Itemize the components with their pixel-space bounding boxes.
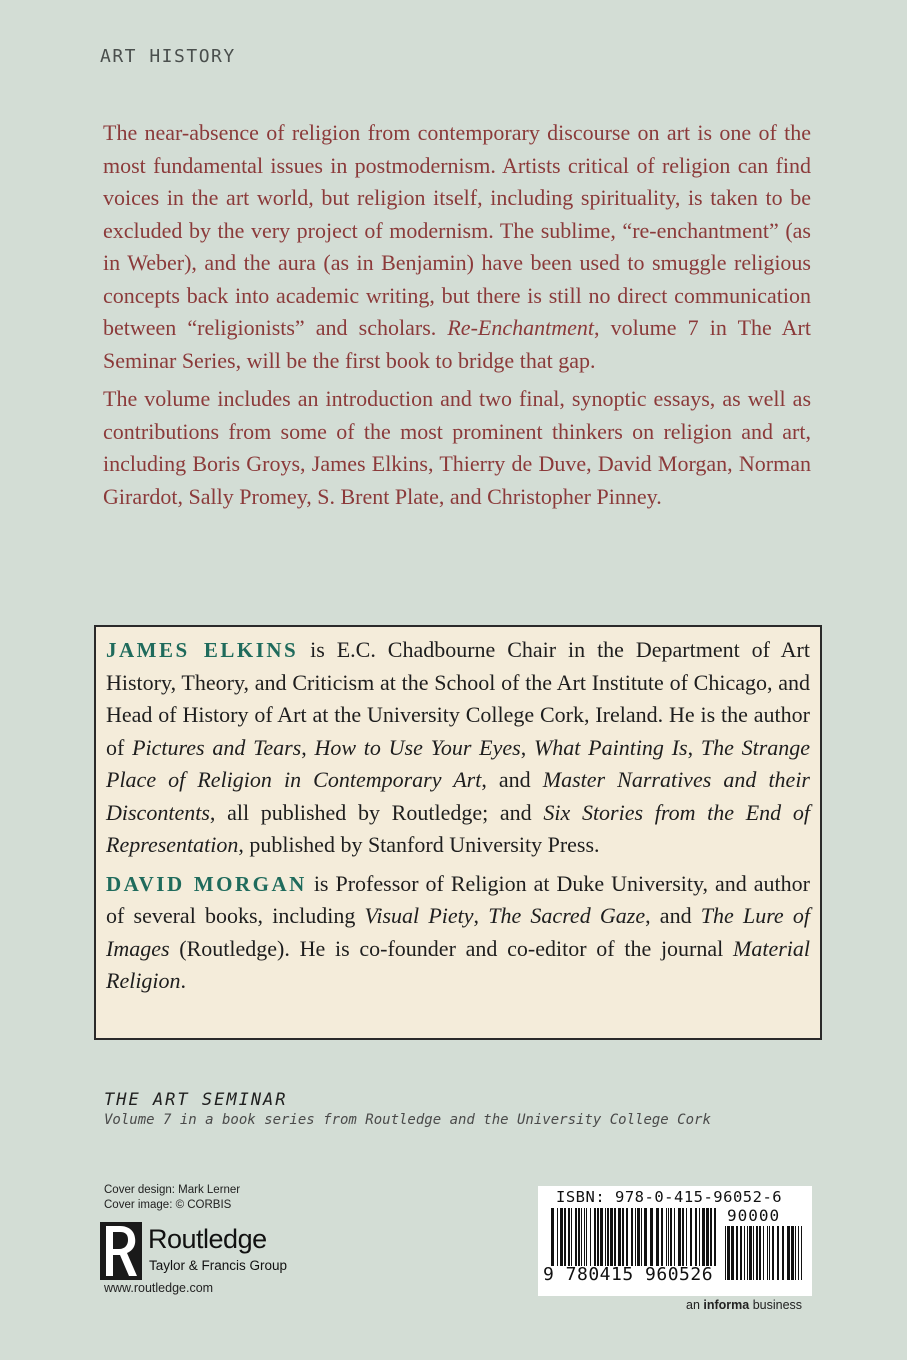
italic-title: Material Religion <box>106 935 810 993</box>
series-title: THE ART SEMINAR <box>104 1090 288 1110</box>
barcode-addon-bars <box>724 1226 804 1280</box>
barcode-bar <box>725 1226 726 1280</box>
text-run: , and <box>645 903 701 928</box>
italic-title: Six Stories from the End of Representation <box>106 799 810 857</box>
barcode-number: 9 780415 960526 <box>543 1264 714 1285</box>
barcode-bar <box>586 1208 587 1266</box>
barcode-bar <box>740 1226 742 1280</box>
barcode-bar <box>674 1208 675 1266</box>
barcode-bar <box>666 1208 667 1266</box>
barcode-bar <box>581 1208 582 1266</box>
barcode-bar <box>607 1208 609 1266</box>
text-run: (Routledge). He is co-founder and co-editor of the journal <box>169 935 733 961</box>
barcode-bar <box>635 1208 636 1266</box>
barcode-bar <box>605 1208 606 1266</box>
barcode-bar <box>753 1226 754 1280</box>
barcode-bar <box>568 1208 570 1266</box>
barcode-bar <box>686 1208 687 1266</box>
barcode-bar <box>551 1208 554 1266</box>
barcode-bar <box>597 1208 599 1266</box>
barcode-bar <box>626 1208 628 1266</box>
barcode-bar <box>787 1226 790 1280</box>
barcode-bar <box>798 1226 799 1280</box>
text-run: . <box>180 968 187 993</box>
isbn-text: ISBN: 978-0-415-96052-6 <box>556 1188 783 1206</box>
barcode-bar <box>610 1208 613 1266</box>
barcode-bar <box>769 1226 770 1280</box>
barcode-bar <box>714 1208 716 1266</box>
text-run: The near-absence of religion from contemporary discourse on art is one of the most fundamental issues in postmodernism. Artists critical of religion can find voices in the art world, but religion itself, including spirituality, is taken to be excluded by the very project of modernism. The sublime, “re-enchantment” (as in Weber), and the aura (as in Benjamin) have been used to smuggle religious concepts back into academic writing, but there is still no direct communication between “religionists” and scholars. <box>103 120 811 340</box>
barcode-bar <box>731 1226 734 1280</box>
text-run: , <box>687 734 701 760</box>
blurb-paragraph-1 <box>103 117 811 377</box>
barcode-bar <box>763 1226 764 1280</box>
barcode-bar <box>590 1208 591 1266</box>
author-name: DAVID MORGAN <box>106 871 307 896</box>
barcode-bar <box>767 1226 768 1280</box>
italic-title: Re-Enchantment <box>447 315 594 340</box>
barcode-bar <box>641 1208 642 1266</box>
barcode-bar <box>727 1226 730 1280</box>
barcode-bar <box>614 1208 616 1266</box>
tagline-informa: informa <box>703 1298 750 1312</box>
barcode-bar <box>668 1208 669 1266</box>
barcode-bar <box>661 1208 663 1266</box>
barcode-bar <box>749 1226 752 1280</box>
barcode-bar <box>644 1208 647 1266</box>
tagline-pre: an <box>686 1298 704 1312</box>
barcode-bar <box>650 1208 653 1266</box>
barcode-bar <box>600 1208 603 1266</box>
barcode-bar <box>736 1226 738 1280</box>
barcode-bar <box>594 1208 596 1266</box>
italic-title: The Lure of Images <box>106 903 811 961</box>
barcode-bar <box>622 1208 624 1266</box>
barcode-bar <box>656 1208 659 1266</box>
barcode-bar <box>560 1208 563 1266</box>
barcode-bar <box>772 1226 774 1280</box>
text-run: , <box>473 903 489 928</box>
barcode-bar <box>578 1208 580 1266</box>
author-name: JAMES ELKINS <box>106 638 299 662</box>
barcode-bar <box>801 1226 802 1280</box>
barcode-bar <box>670 1208 672 1266</box>
italic-title: The Strange Place of Religion in Contemporary Art <box>106 734 811 792</box>
barcode-bar <box>575 1208 577 1266</box>
tagline-post: business <box>749 1298 803 1312</box>
routledge-logo-icon <box>100 1222 142 1280</box>
barcode-bar <box>702 1208 705 1266</box>
barcode-bar <box>690 1208 692 1266</box>
text-run: , volume 7 in The Art Seminar Series, will be the first book to bridge that gap. <box>103 315 811 373</box>
informa-tagline <box>686 1298 802 1312</box>
barcode-bar <box>631 1208 633 1266</box>
author-bio-box <box>94 625 822 1040</box>
italic-title: What Painting Is <box>533 734 688 760</box>
barcode-bar <box>695 1208 697 1266</box>
barcode-bar <box>706 1208 709 1266</box>
barcode-bar <box>682 1208 684 1266</box>
text-run: , published by Stanford University Press. <box>238 832 600 857</box>
barcode-bar <box>777 1226 779 1280</box>
barcode-bar <box>678 1208 681 1266</box>
barcode-bar <box>618 1208 621 1266</box>
series-subtitle: Volume 7 in a book series from Routledge and the University College Cork <box>104 1112 711 1128</box>
barcode-bar <box>584 1208 585 1266</box>
barcode-bar <box>747 1226 748 1280</box>
blurb-paragraph-2 <box>103 383 811 513</box>
barcode-bar <box>637 1208 640 1266</box>
publisher-website: www.routledge.com <box>104 1281 214 1295</box>
text-run: , all published by Routledge; and <box>209 799 544 825</box>
italic-title: How to Use Your Eyes <box>314 734 521 760</box>
book-blurb <box>103 117 811 519</box>
barcode-bar <box>782 1226 784 1280</box>
price-code: 90000 <box>727 1206 781 1225</box>
italic-title: Master Narratives and their Discontents <box>106 767 810 825</box>
cover-image-credit: Cover image: © CORBIS <box>104 1199 232 1211</box>
barcode-bar <box>744 1226 745 1280</box>
publisher-name: Routledge <box>148 1224 267 1254</box>
text-run: is E.C. Chadbourne Chair in the Department of Art History, Theory, and Criticism at the School of the Art Institute of Chicago, and Head of History of Art at the University College Cork, Ireland. He is the author of <box>106 637 810 760</box>
italic-title: The Sacred Gaze <box>488 903 646 928</box>
barcode-bar <box>564 1208 566 1266</box>
barcode-bar <box>557 1208 558 1266</box>
barcode-main-bars <box>550 1208 718 1266</box>
publisher-logo <box>100 1222 320 1282</box>
barcode-bar <box>571 1208 572 1266</box>
text-run: , and <box>481 767 543 792</box>
italic-title: Pictures and Tears <box>132 734 302 760</box>
barcode-bar <box>699 1208 700 1266</box>
barcode-bar <box>756 1226 758 1280</box>
text-run: , <box>301 734 315 760</box>
italic-title: Visual Piety <box>364 903 474 928</box>
bio-david-morgan <box>106 868 810 998</box>
publisher-group: Taylor & Francis Group <box>149 1258 288 1273</box>
isbn-barcode <box>538 1186 812 1296</box>
barcode-bar <box>759 1226 761 1280</box>
text-run: The volume includes an introduction and two final, synoptic essays, as well as contributions from some of the most prominent thinkers on religion and art, including Boris Groys, James Elkins, Thierry de Duve, David Morgan, Norman Girardot, Sally Promey, S. Brent Plate, and Christopher Pinney. <box>103 386 811 509</box>
category-label: ART HISTORY <box>100 46 236 67</box>
text-run: is Professor of Religion at Duke University, and author of several books, including <box>106 870 810 928</box>
cover-design-credit: Cover design: Mark Lerner <box>104 1184 241 1196</box>
bio-james-elkins <box>106 634 810 862</box>
barcode-bar <box>795 1226 796 1280</box>
barcode-bar <box>710 1208 712 1266</box>
cover-credits <box>104 1183 240 1213</box>
barcode-bar <box>791 1226 794 1280</box>
text-run: , <box>520 734 534 760</box>
